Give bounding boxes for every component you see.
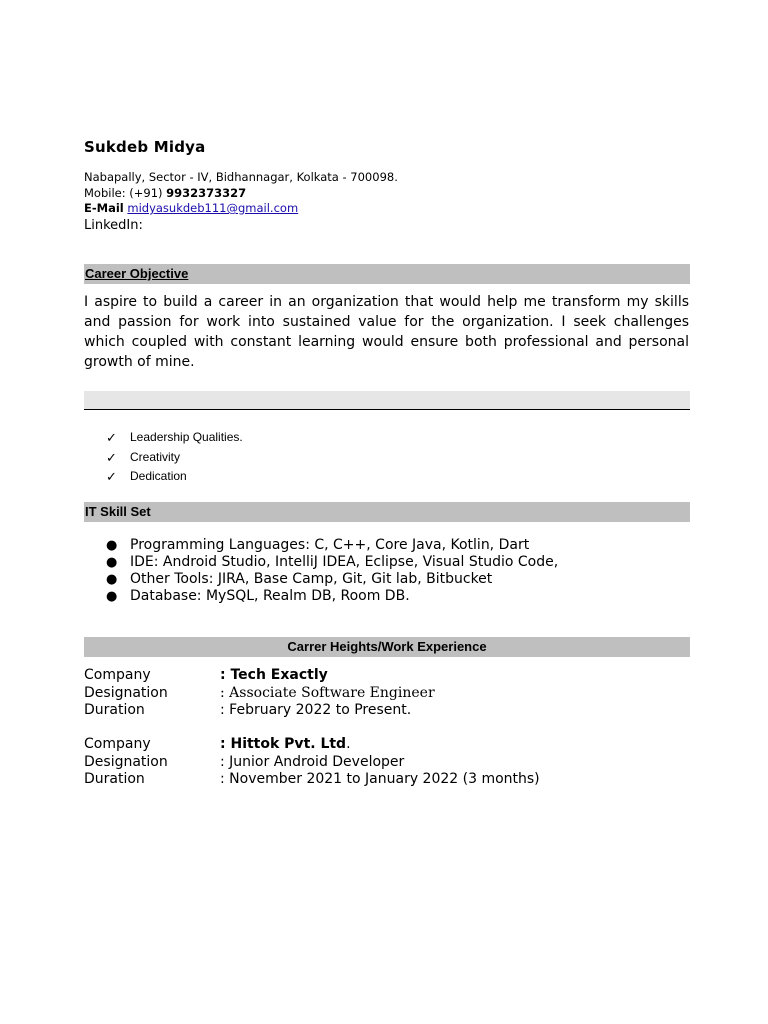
email-link[interactable]: midyasukdeb111@gmail.com [127,201,299,215]
duration-value: : November 2021 to January 2022 (3 months) [220,771,540,787]
career-objective-text: I aspire to build a career in an organization that would help me transform my skills and passion for work into sustained value for the organization. I seek challenges which coupled with constant learning would ensure both professional and personal growth of mine. [84,294,689,370]
job-entry [84,667,435,720]
duration-value: : February 2022 to Present. [220,702,412,718]
company-row [84,667,435,685]
job-entry [84,736,540,789]
mobile-line [84,186,398,202]
bullet-icon: ● [106,589,118,604]
checkmark-icon: ✓ [106,469,117,484]
duration-row [84,771,540,789]
contact-block [84,170,398,235]
bullet-icon: ● [106,538,118,553]
skill-text: IDE: Android Studio, IntelliJ IDEA, Eclipse, Visual Studio Code, [130,554,559,570]
list-item [106,428,243,448]
company-value: : Tech Exactly [220,667,328,683]
mobile-label: Mobile: (+91) [84,185,167,200]
company-label: Company [84,667,151,683]
duration-label: Duration [84,771,145,787]
list-item [106,467,243,487]
it-skills-list [106,537,558,605]
designation-value: : Junior Android Developer [220,753,405,770]
strengths-heading-bar [84,391,690,410]
list-item [106,448,243,468]
skill-text: Other Tools: JIRA, Base Camp, Git, Git lab, Bitbucket [130,571,493,587]
strength-label: Creativity [130,449,181,464]
work-experience-heading: Carrer Heights/Work Experience [84,637,690,657]
section-divider [84,409,690,410]
strength-label: Leadership Qualities. [130,430,243,444]
email-label: E-Mail [84,201,124,215]
list-item [106,554,558,571]
strengths-list [106,428,243,487]
skill-text: Database: MySQL, Realm DB, Room DB. [130,588,410,604]
address-line: Nabapally, Sector - IV, Bidhannagar, Kolkata - 700098. [84,170,398,184]
designation-row [84,754,540,772]
bullet-icon: ● [106,555,118,570]
designation-label: Designation [84,753,168,770]
designation-value: : Associate Software Engineer [220,684,435,701]
mobile-number: 9932373327 [166,185,247,200]
bullet-icon: ● [106,572,118,587]
list-item [106,571,558,588]
skill-text: Programming Languages: C, C++, Core Java, Kotlin, Dart [130,537,530,553]
list-item [106,588,558,605]
career-objective-heading: Career Objective [84,264,690,284]
checkmark-icon: ✓ [106,430,117,445]
list-item [106,537,558,554]
checkmark-icon: ✓ [106,449,117,465]
duration-row [84,702,435,720]
company-row [84,736,540,754]
company-value: : Hittok Pvt. Ltd [220,736,347,752]
candidate-name: Sukdeb Midya [84,138,206,156]
linkedin-line: LinkedIn: [84,217,143,233]
strength-label: Dedication [130,469,187,483]
company-label: Company [84,736,151,752]
it-skill-set-heading: IT Skill Set [84,502,690,522]
duration-label: Duration [84,702,145,718]
designation-row [84,685,435,703]
email-line [84,201,398,217]
company-suffix: . [346,736,351,752]
designation-label: Designation [84,684,168,701]
